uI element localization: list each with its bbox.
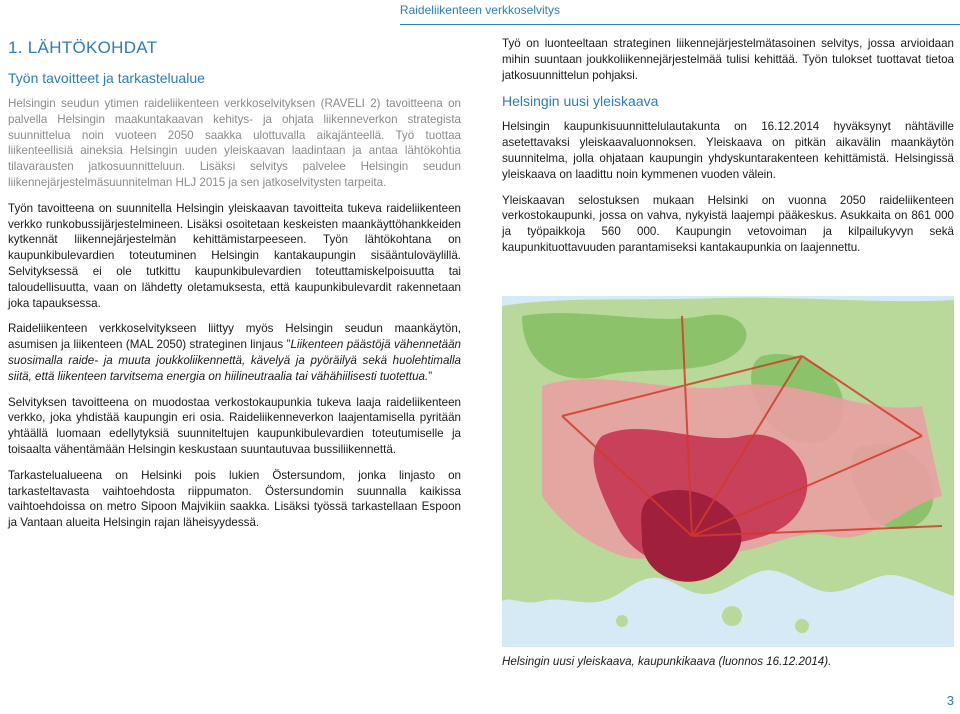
mal-quote: Liikenteen päästöjä vähennetään suosimalla raide- ja muuta joukkoliikennettä, kävelyä ja pyöräilyä sekä huolehtimalla siitä, että liikenteen tarvitsema energia on hiilineutraalia tai vähähiilisesti tuotettua. <box>8 338 461 383</box>
master-plan-map <box>502 296 954 647</box>
section-subheading: Työn tavoitteet ja tarkastelualue <box>8 70 205 86</box>
goal-paragraph: Työn tavoitteena on suunnitella Helsingin yleiskaavan tavoitteita tukeva raideliikenteen verkko runkobussijärjestelmineen. Lisäksi osoitetaan keskeisten maankäyttöhankkeiden kytkennät liikennejärjestelmän kehittämistarpeeseen. Työn lähtökohtana on kaupunkibulevardien toteutuminen Helsingin kantakaupungin sisääntuloväylillä. Selvityksessä ei ole tutkittu kaupunkibulevardien toteuttamiskelpoisuutta tai taloudellisuutta, vaan on lähdetty oletamuksesta, että kaupunkibulevardit rakennetaan joka tapauksessa. <box>8 201 461 310</box>
mal-paragraph <box>8 321 461 384</box>
network-paragraph: Selvityksen tavoitteena on muodostaa verkostokaupunkia tukeva laaja raideliikenteen verkko, joka yhdistää kaupungin eri osia. Raideliikenneverkon laajentamisella pyritään yhtäällä luomaan edellytyksiä suunniteltujen kaupunkibulevardien toteutumiselle ja toisaalta vähentämään Helsingin keskustaan suuntautuvaa bussiliikennettä. <box>8 395 461 456</box>
island <box>722 606 742 626</box>
left-column <box>8 36 461 541</box>
right-column <box>502 36 954 266</box>
island <box>616 615 628 627</box>
master-plan-heading: Helsingin uusi yleiskaava <box>502 93 659 110</box>
running-header: Raideliikenteen verkkoselvitys <box>399 3 560 17</box>
page-number: 3 <box>946 693 954 708</box>
header-rule <box>400 24 960 25</box>
area-paragraph: Tarkastelualueena on Helsinki pois lukien Östersundom, jonka linjasto on tarkasteltavasta vaihtoehdosta riippumaton. Östersundomin suunnalla kaikissa vaihtoehdoissa on metro Sipoon Majvikiin saakka. Lisäksi työssä tarkastellaan Espoon ja Vantaan alueita Helsingin rajan läheisyydessä. <box>8 468 461 530</box>
section-heading: 1. LÄHTÖKOHDAT <box>8 38 158 57</box>
nature-paragraph: Työ on luonteeltaan strateginen liikennejärjestelmätasoinen selvitys, jossa arvioidaan mihin suuntaan joukkoliikennejärjestelmää tulisi kehittää. Työn tulokset tuottavat tietoa jatkosuunnittelun pohjaksi. <box>502 37 954 82</box>
plan-description-paragraph: Yleiskaavan selostuksen mukaan Helsinki on vuonna 2050 raideliikenteen verkostokaupunki, jossa on vahva, nykyistä laajempi pääkeskus. Asukkaita on 861 000 ja työpaikkoja 560 000. Kaupungin vetovoiman ja kilpailukyvyn sekä kaupunkituottavuuden parantamiseksi kantakaupunkia on laajennettu. <box>502 193 954 254</box>
mal-text: Raideliikenteen verkkoselvitykseen liittyy myös Helsingin seudun maankäytön, asumisen ja liikenteen (MAL 2050) strateginen linjaus ” <box>8 322 461 352</box>
intro-text-gray: Helsingin seudun ytimen raideliikenteen verkkoselvityksen (RAVELI 2) tavoitteena on palvella Helsingin maakuntakaavan kehitys- ja ohjata liikenneverkon strategista suunnittelua noin vuoteen 2050 saakka ulottuvalla aikajänteellä. Työ tuottaa liikenteellisiä aineksia Helsingin uuden yleiskaavan laadintaan ja antaa lähtökohtia tilavarausten jatkosuunnitteluun. Lisäksi selvitys palvelee Helsingin seudun liikennejärjestelmäsuunnitelman HLJ 2015 ja sen jatkoselvitysten tarpeita. <box>8 97 461 189</box>
mal-quote-end: ” <box>428 369 433 383</box>
island <box>795 619 809 633</box>
map-graphic <box>502 296 954 647</box>
master-plan-paragraph: Helsingin kaupunkisuunnittelulautakunta on 16.12.2014 hyväksynyt nähtäville asetettavaksi yleiskaavaluonnoksen. Yleiskaava on pitkän aikavälin maankäytön suunnitelma, jolla ohjataan kaupungin yhdyskuntarakenteen kehittämistä. Helsingissä yleiskaava on laadittu noin kymmenen vuoden välein. <box>502 120 954 181</box>
intro-paragraph <box>8 96 461 191</box>
figure-caption: Helsingin uusi yleiskaava, kaupunkikaava (luonnos 16.12.2014). <box>502 655 832 668</box>
